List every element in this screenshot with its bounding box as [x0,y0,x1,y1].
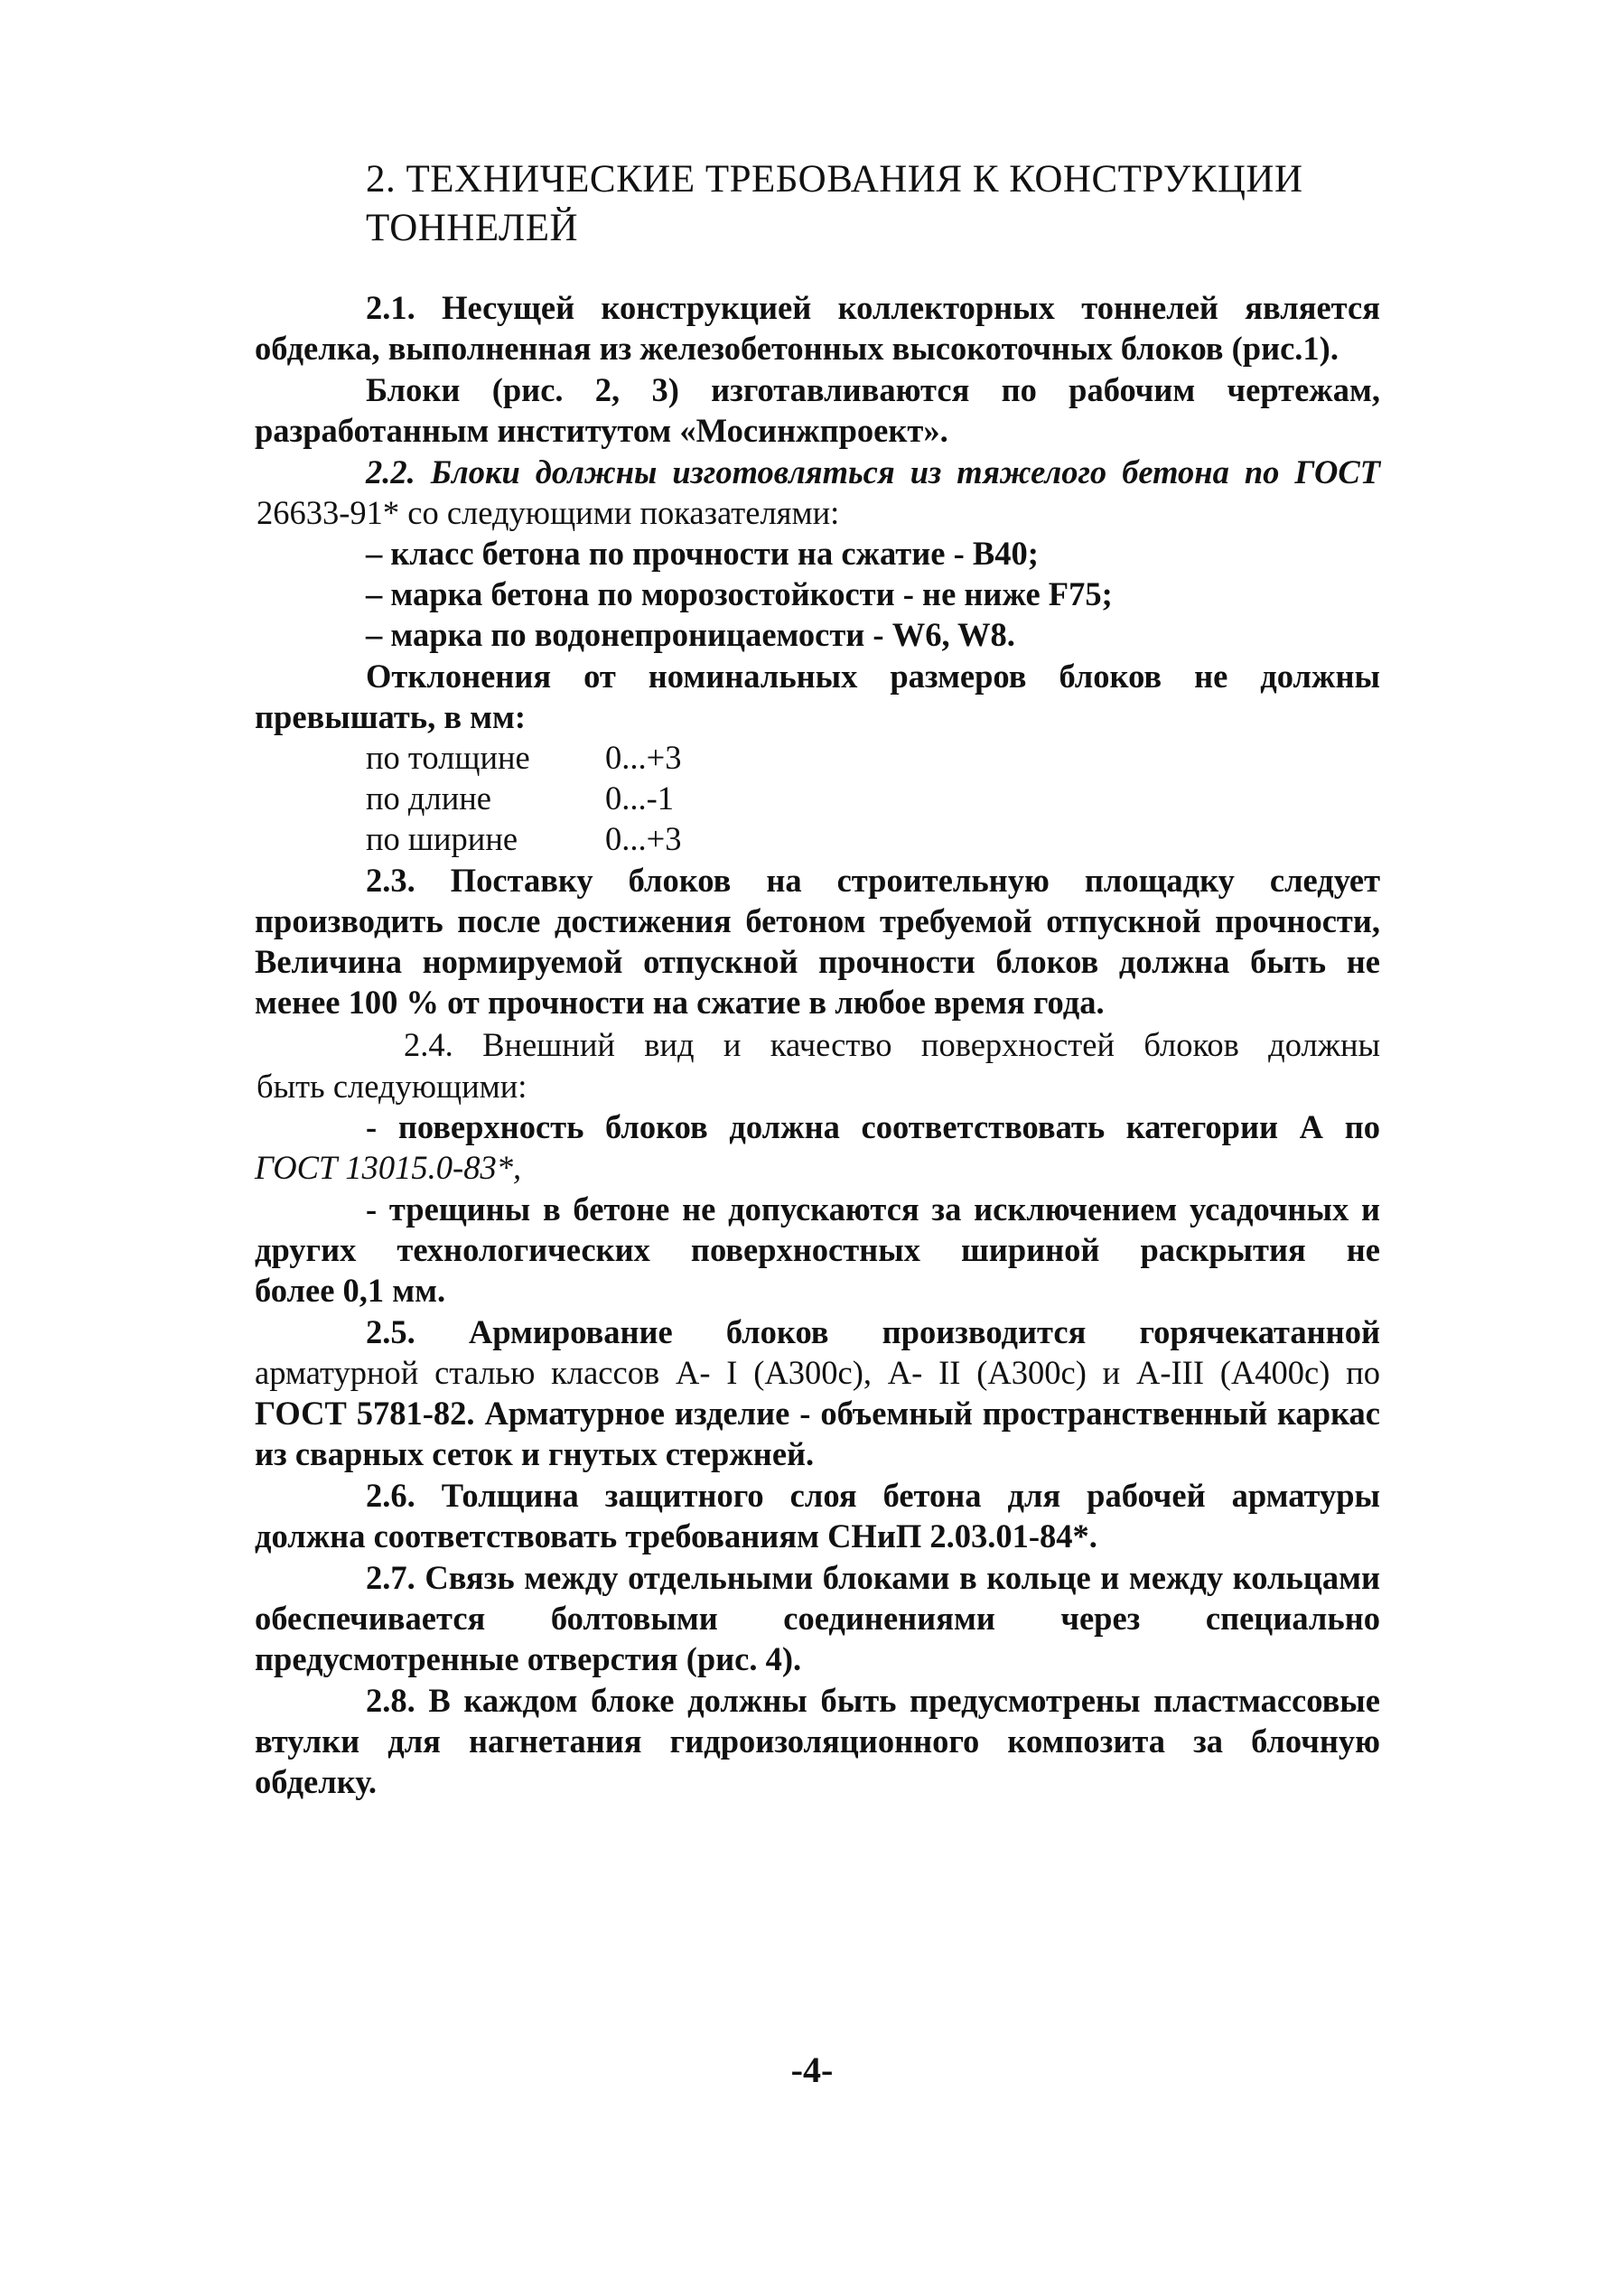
paragraph-2-2-line: – марка по водонепроницаемости - W6, W8. [366,616,1015,653]
paragraph-2-8-line: обделку. [255,1763,377,1800]
section-heading [366,155,1359,253]
paragraph-2-4-line: - поверхность блоков должна соответствовать категории А по [366,1108,1380,1145]
paragraph-2-7-line: обеспечивается болтовыми соединениями через специально [255,1600,1380,1637]
page-number: -4- [790,2049,834,2090]
paragraph-2-4-line: 2.4. Внешний вид и качество поверхностей блоков должны [404,1026,1380,1063]
paragraph-2-6-line: должна соответствовать требованиям СНиП 2.03.01-84*. [255,1517,1097,1554]
deviation-label: по толщине [366,739,530,776]
paragraph-2-2-line: 2.2. Блоки должны изготовляться из тяжелого бетона по ГОСТ [366,453,1380,490]
deviation-value: 0...-1 [605,780,675,817]
paragraph-2-8-line: 2.8. В каждом блоке должны быть предусмотрены пластмассовые [366,1682,1380,1719]
paragraph-2-3-line: Величина нормируемой отпускной прочности блоков должна быть не [255,943,1380,980]
paragraph-2-2-line: Отклонения от номинальных размеров блоков не должны [366,658,1380,695]
paragraph-2-7-line: 2.7. Связь между отдельными блоками в кольце и между кольцами [366,1559,1380,1596]
paragraph-2-2-line: 26633-91* со следующими показателями: [257,494,840,531]
paragraph-2-5-line: ГОСТ 5781-82. Арматурное изделие - объемный пространственный каркас [255,1395,1380,1432]
paragraph-2-3-line: менее 100 % от прочности на сжатие в любое время года. [255,984,1105,1021]
paragraph-2-4-line: - трещины в бетоне не допускаются за исключением усадочных и [366,1190,1380,1228]
paragraph-2-4-line: ГОСТ 13015.0-83*, [255,1149,522,1186]
paragraph-2-4-line: более 0,1 мм. [255,1272,446,1309]
deviation-label: по ширине [366,820,518,857]
paragraph-2-8-line: втулки для нагнетания гидроизоляционного композита за блочную [255,1723,1380,1760]
paragraph-2-6-line: 2.6. Толщина защитного слоя бетона для рабочей арматуры [366,1477,1380,1514]
deviation-value: 0...+3 [605,739,682,776]
paragraph-2-1-line: разработанным институтом «Мосинжпроект». [255,412,948,449]
paragraph-2-4-line: быть следующими: [257,1068,527,1105]
deviation-value: 0...+3 [605,820,682,857]
paragraph-2-2-line: – марка бетона по морозостойкости - не ниже F75; [366,575,1113,612]
section-heading-line-2: ТОННЕЛЕЙ [366,207,579,249]
paragraph-2-1-line: Блоки (рис. 2, 3) изготавливаются по рабочим чертежам, [366,371,1380,408]
paragraph-2-7-line: предусмотренные отверстия (рис. 4). [255,1640,802,1677]
paragraph-2-1-line: 2.1. Несущей конструкцией коллекторных тоннелей является [366,289,1380,326]
paragraph-2-3-line: 2.3. Поставку блоков на строительную площадку следует [366,862,1380,899]
paragraph-2-5-line: 2.5. Армирование блоков производится горячекатанной [366,1313,1380,1350]
paragraph-2-3-line: производить после достижения бетоном требуемой отпускной прочности, [255,902,1380,939]
paragraph-2-5-line: арматурной сталью классов А- I (А300с), А- II (А300с) и А-III (А400с) по [255,1354,1380,1391]
paragraph-2-1-line: обделка, выполненная из железобетонных высокоточных блоков (рис.1). [255,330,1339,367]
paragraph-2-2-line: превышать, в мм: [255,698,527,735]
section-heading-line-1: 2. ТЕХНИЧЕСКИЕ ТРЕБОВАНИЯ К КОНСТРУКЦИИ [366,158,1303,201]
deviation-label: по длине [366,780,491,817]
paragraph-2-5-line: из сварных сеток и гнутых стержней. [255,1435,815,1472]
paragraph-2-4-line: других технологических поверхностных шириной раскрытия не [255,1231,1380,1268]
paragraph-2-2-line: – класс бетона по прочности на сжатие - В40; [366,535,1039,572]
